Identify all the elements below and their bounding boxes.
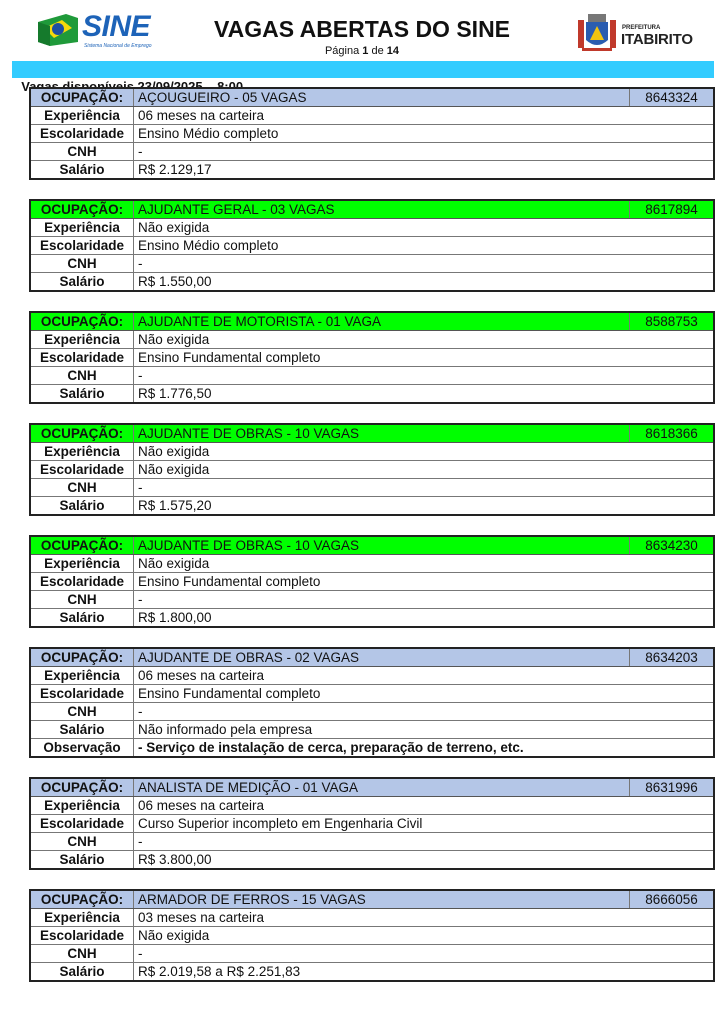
cnh-value: - — [134, 367, 715, 385]
experiencia-label: Experiência — [30, 107, 134, 125]
experiencia-row — [30, 797, 714, 815]
cnh-label: CNH — [30, 945, 134, 963]
city-crest-icon — [576, 12, 618, 54]
cnh-label: CNH — [30, 703, 134, 721]
ocupacao-label: OCUPAÇÃO: — [30, 648, 134, 667]
cnh-value: - — [134, 945, 715, 963]
cnh-row — [30, 367, 714, 385]
salario-value: R$ 1.776,50 — [134, 385, 715, 404]
escolaridade-label: Escolaridade — [30, 237, 134, 255]
experiencia-label: Experiência — [30, 555, 134, 573]
salario-label: Salário — [30, 609, 134, 628]
experiencia-label: Experiência — [30, 909, 134, 927]
escolaridade-row — [30, 815, 714, 833]
ocupacao-label: OCUPAÇÃO: — [30, 88, 134, 107]
salario-value: R$ 3.800,00 — [134, 851, 715, 870]
escolaridade-value: Ensino Fundamental completo — [134, 573, 715, 591]
cnh-label: CNH — [30, 479, 134, 497]
experiencia-value: 03 meses na carteira — [134, 909, 715, 927]
ocupacao-label: OCUPAÇÃO: — [30, 312, 134, 331]
cnh-row — [30, 143, 714, 161]
job-title: AJUDANTE GERAL - 03 VAGAS — [134, 200, 630, 219]
salario-value: R$ 2.019,58 a R$ 2.251,83 — [134, 963, 715, 982]
salario-label: Salário — [30, 385, 134, 404]
salario-row — [30, 721, 714, 739]
job-header-row — [30, 648, 714, 667]
job-table — [29, 311, 715, 404]
page-prefix: Página — [324, 45, 360, 57]
job-table — [29, 87, 715, 180]
escolaridade-value: Ensino Médio completo — [134, 125, 715, 143]
salario-label: Salário — [30, 851, 134, 870]
ocupacao-label: OCUPAÇÃO: — [30, 778, 134, 797]
job-header-row — [30, 890, 714, 909]
escolaridade-row — [30, 573, 714, 591]
job-code: 8631996 — [630, 778, 715, 797]
job-header-row — [30, 88, 714, 107]
observacao-row — [30, 739, 714, 758]
cnh-row — [30, 703, 714, 721]
experiencia-row — [30, 909, 714, 927]
escolaridade-label: Escolaridade — [30, 685, 134, 703]
experiencia-value: Não exigida — [134, 443, 715, 461]
ocupacao-label: OCUPAÇÃO: — [30, 424, 134, 443]
escolaridade-value: Ensino Médio completo — [134, 237, 715, 255]
job-code: 8634203 — [630, 648, 715, 667]
cnh-value: - — [134, 703, 715, 721]
job-code: 8618366 — [630, 424, 715, 443]
experiencia-label: Experiência — [30, 219, 134, 237]
experiencia-value: Não exigida — [134, 331, 715, 349]
escolaridade-value: Curso Superior incompleto em Engenharia Civil — [134, 815, 715, 833]
salario-row — [30, 609, 714, 628]
ocupacao-label: OCUPAÇÃO: — [30, 536, 134, 555]
job-header-row — [30, 200, 714, 219]
salario-label: Salário — [30, 963, 134, 982]
salario-row — [30, 963, 714, 982]
experiencia-label: Experiência — [30, 797, 134, 815]
experiencia-value: Não exigida — [134, 219, 715, 237]
escolaridade-value: Não exigida — [134, 927, 715, 945]
ocupacao-label: OCUPAÇÃO: — [30, 200, 134, 219]
experiencia-row — [30, 219, 714, 237]
experiencia-label: Experiência — [30, 443, 134, 461]
page-header — [0, 0, 724, 62]
salario-row — [30, 161, 714, 180]
availability-banner — [12, 61, 714, 94]
salario-label: Salário — [30, 721, 134, 739]
escolaridade-row — [30, 461, 714, 479]
experiencia-value: Não exigida — [134, 555, 715, 573]
salario-row — [30, 385, 714, 404]
job-table — [29, 647, 715, 758]
job-title: AJUDANTE DE OBRAS - 10 VAGAS — [134, 536, 630, 555]
salario-row — [30, 851, 714, 870]
job-code: 8634230 — [630, 536, 715, 555]
experiencia-value: 06 meses na carteira — [134, 107, 715, 125]
job-list — [29, 87, 715, 1001]
cnh-label: CNH — [30, 143, 134, 161]
job-title: AJUDANTE DE OBRAS - 10 VAGAS — [134, 424, 630, 443]
escolaridade-value: Ensino Fundamental completo — [134, 349, 715, 367]
cnh-label: CNH — [30, 255, 134, 273]
job-title: AJUDANTE DE OBRAS - 02 VAGAS — [134, 648, 630, 667]
page-separator: de — [371, 45, 384, 57]
escolaridade-value: Ensino Fundamental completo — [134, 685, 715, 703]
job-title: ANALISTA DE MEDIÇÃO - 01 VAGA — [134, 778, 630, 797]
cnh-value: - — [134, 833, 715, 851]
salario-row — [30, 273, 714, 292]
experiencia-row — [30, 443, 714, 461]
observacao-label: Observação — [30, 739, 134, 758]
salario-label: Salário — [30, 497, 134, 516]
job-table — [29, 889, 715, 982]
job-code: 8666056 — [630, 890, 715, 909]
cnh-label: CNH — [30, 367, 134, 385]
escolaridade-row — [30, 927, 714, 945]
salario-row — [30, 497, 714, 516]
job-table — [29, 199, 715, 292]
job-header-row — [30, 312, 714, 331]
salario-label: Salário — [30, 273, 134, 292]
escolaridade-label: Escolaridade — [30, 349, 134, 367]
salario-value: R$ 1.800,00 — [134, 609, 715, 628]
availability-text: Vagas disponíveis 23/09/2025 8:00 — [21, 79, 244, 94]
job-table — [29, 535, 715, 628]
job-code: 8617894 — [630, 200, 715, 219]
salario-value: R$ 2.129,17 — [134, 161, 715, 180]
experiencia-value: 06 meses na carteira — [134, 797, 715, 815]
job-title: ARMADOR DE FERROS - 15 VAGAS — [134, 890, 630, 909]
experiencia-row — [30, 107, 714, 125]
cnh-value: - — [134, 255, 715, 273]
escolaridade-label: Escolaridade — [30, 573, 134, 591]
escolaridade-label: Escolaridade — [30, 461, 134, 479]
cnh-row — [30, 591, 714, 609]
sine-logo-word: SINE — [82, 10, 151, 43]
experiencia-label: Experiência — [30, 667, 134, 685]
cnh-label: CNH — [30, 833, 134, 851]
cnh-row — [30, 255, 714, 273]
sine-logo-subtitle: Sistema Nacional de Emprego — [84, 43, 152, 49]
job-table — [29, 777, 715, 870]
escolaridade-row — [30, 685, 714, 703]
cnh-row — [30, 945, 714, 963]
cnh-value: - — [134, 591, 715, 609]
escolaridade-row — [30, 349, 714, 367]
itabirito-logo — [576, 12, 696, 54]
page-total: 14 — [386, 45, 400, 57]
job-title: AÇOUGUEIRO - 05 VAGAS — [134, 88, 630, 107]
city-logo-name: ITABIRITO — [621, 31, 693, 48]
cnh-row — [30, 833, 714, 851]
job-title: AJUDANTE DE MOTORISTA - 01 VAGA — [134, 312, 630, 331]
salario-value: R$ 1.575,20 — [134, 497, 715, 516]
escolaridade-label: Escolaridade — [30, 815, 134, 833]
experiencia-value: 06 meses na carteira — [134, 667, 715, 685]
job-code: 8588753 — [630, 312, 715, 331]
salario-value: Não informado pela empresa — [134, 721, 715, 739]
job-table — [29, 423, 715, 516]
observacao-value: - Serviço de instalação de cerca, preparação de terreno, etc. — [134, 739, 715, 758]
job-header-row — [30, 778, 714, 797]
cnh-row — [30, 479, 714, 497]
city-logo-prefix: PREFEITURA — [622, 25, 661, 31]
escolaridade-label: Escolaridade — [30, 125, 134, 143]
ocupacao-label: OCUPAÇÃO: — [30, 890, 134, 909]
escolaridade-row — [30, 237, 714, 255]
page-title: VAGAS ABERTAS DO SINE — [213, 16, 511, 42]
salario-value: R$ 1.550,00 — [134, 273, 715, 292]
escolaridade-label: Escolaridade — [30, 927, 134, 945]
experiencia-row — [30, 331, 714, 349]
cnh-label: CNH — [30, 591, 134, 609]
escolaridade-value: Não exigida — [134, 461, 715, 479]
cnh-value: - — [134, 479, 715, 497]
page-current: 1 — [362, 45, 369, 57]
job-code: 8643324 — [630, 88, 715, 107]
experiencia-row — [30, 667, 714, 685]
salario-label: Salário — [30, 161, 134, 180]
cnh-value: - — [134, 143, 715, 161]
escolaridade-row — [30, 125, 714, 143]
experiencia-label: Experiência — [30, 331, 134, 349]
job-header-row — [30, 424, 714, 443]
job-header-row — [30, 536, 714, 555]
experiencia-row — [30, 555, 714, 573]
